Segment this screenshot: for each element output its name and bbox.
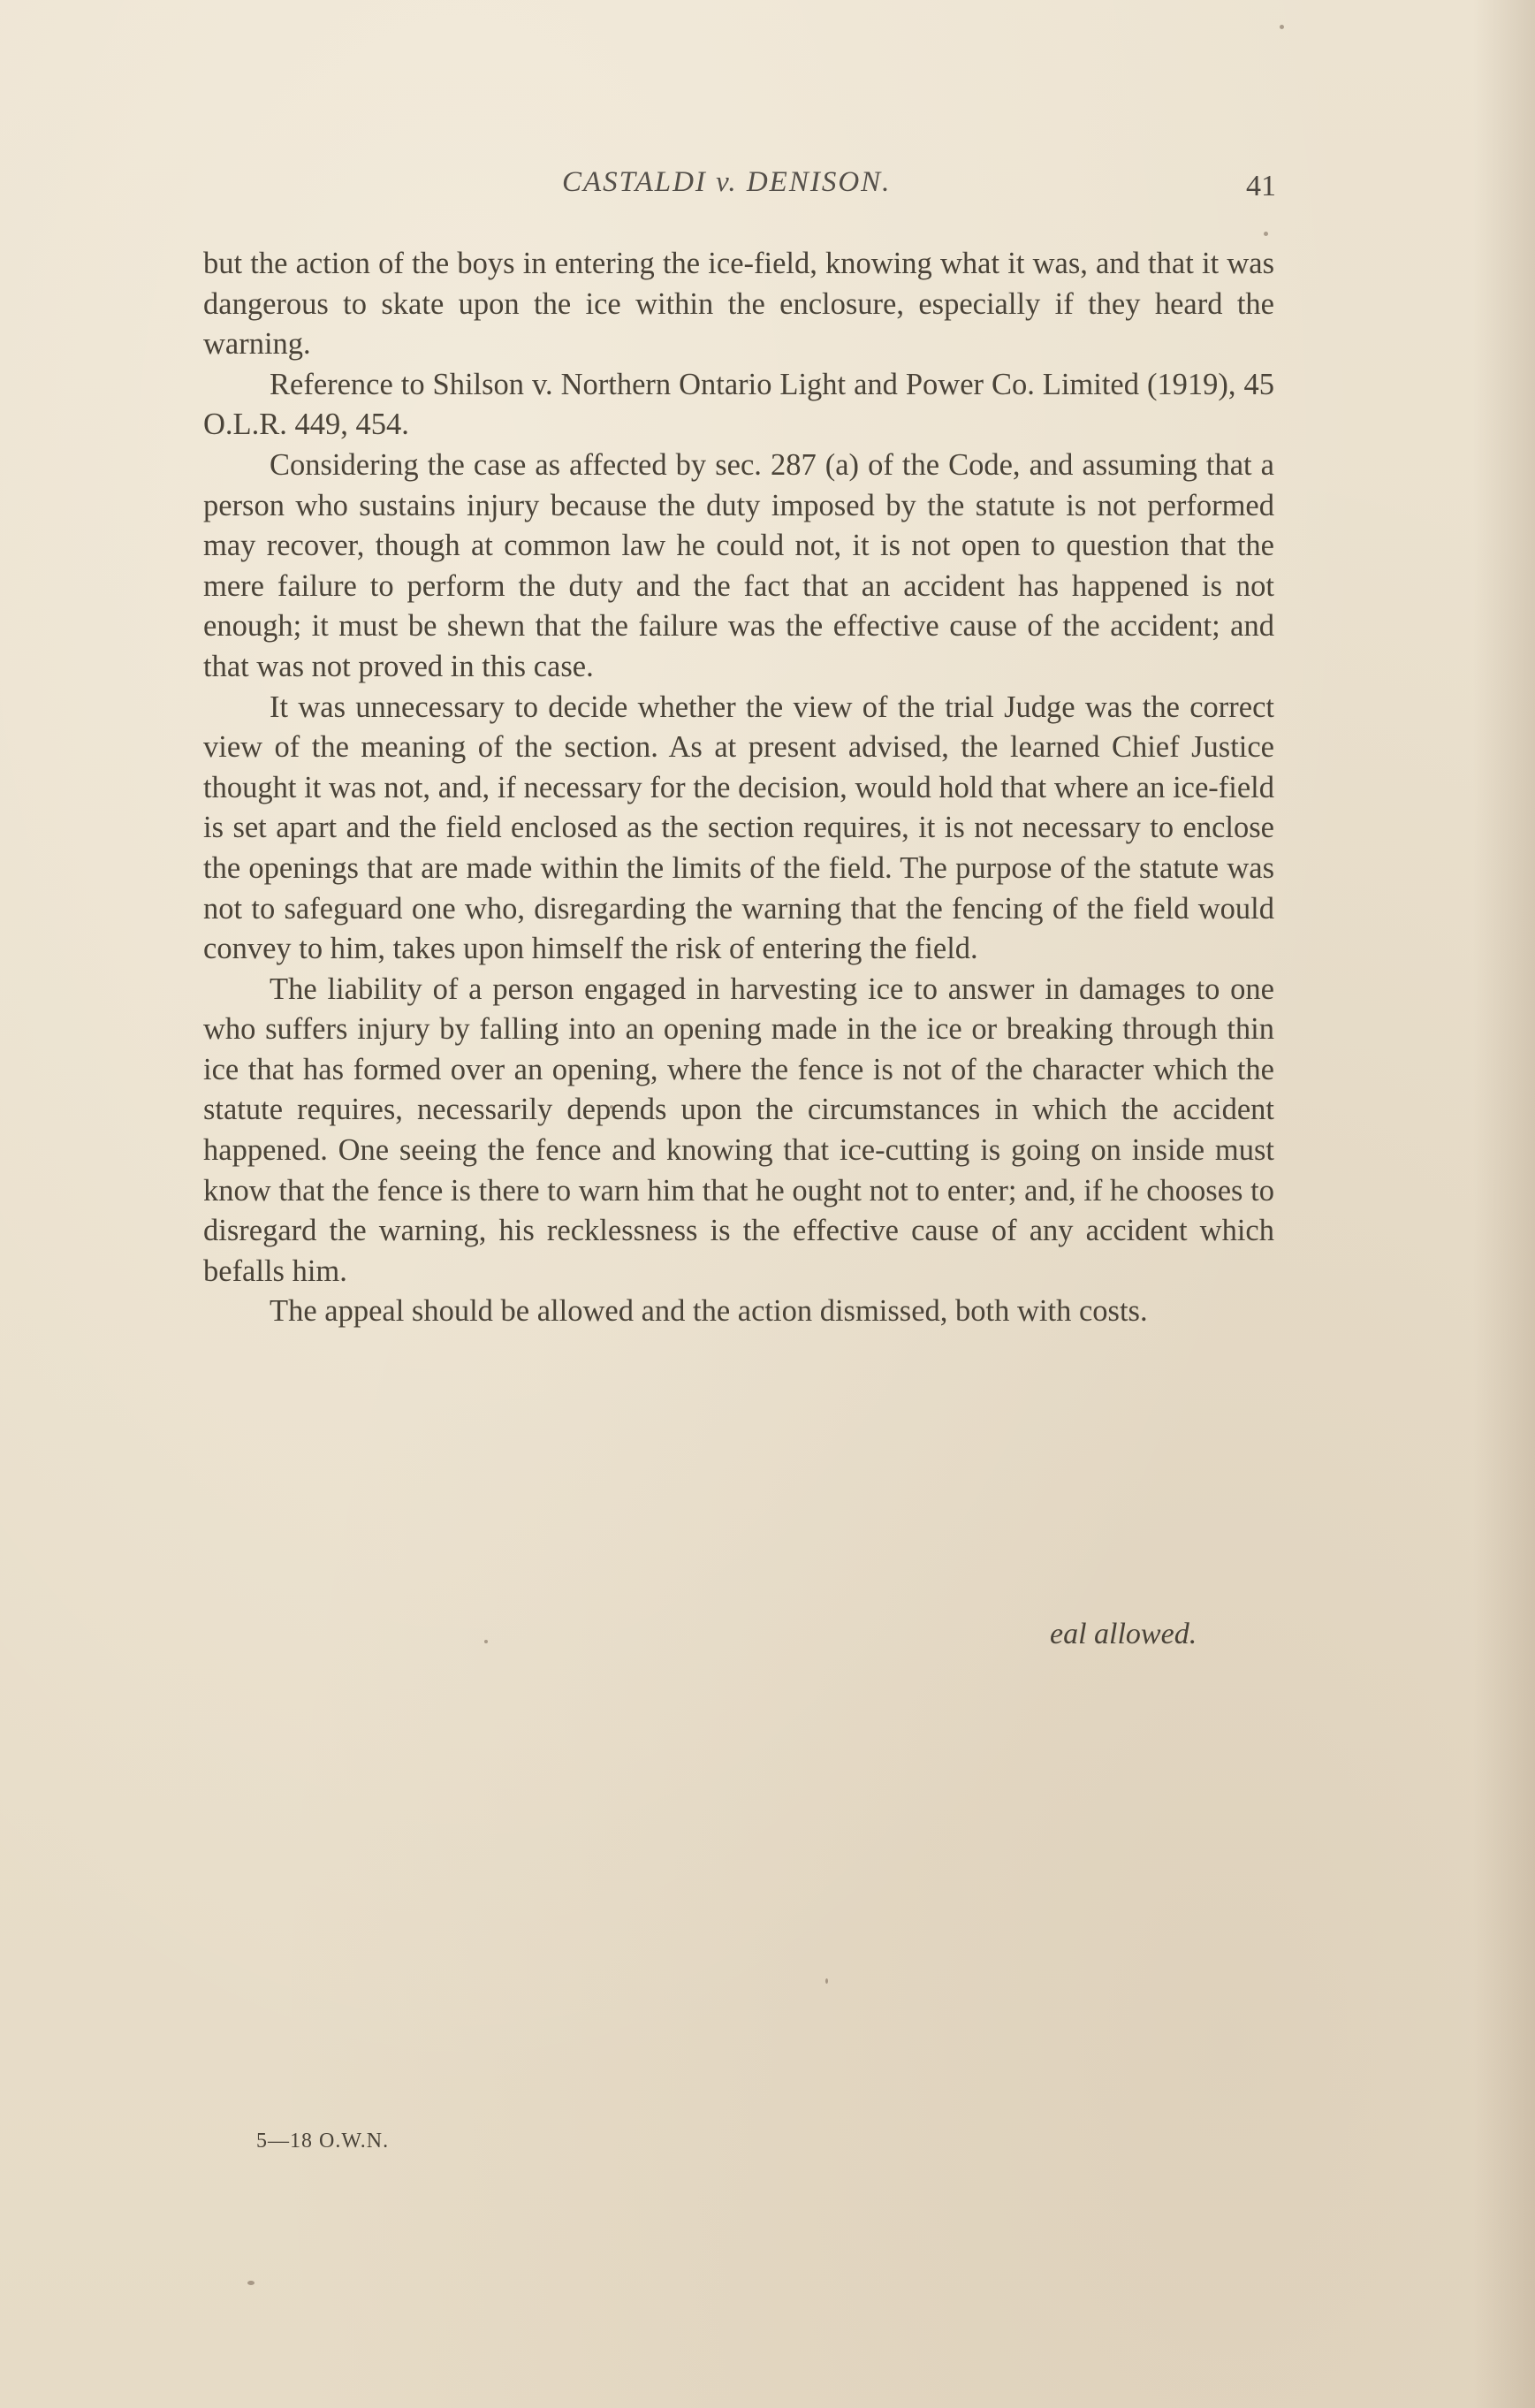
closing-line: eal allowed. [1050,1618,1197,1650]
paper-speck [610,1105,613,1109]
paper-speck [247,2281,255,2285]
paragraph-statute: Considering the case as affected by sec. 287 (a) of the Code, and assuming that a person who sustains injury because the duty imposed by the statute is not performed may recover, though at common law he could not, it is not open to question that the mere failure to perform the duty and the fact that an accident has happened is not enough; it must be shewn that the failure was the effective cause of the accident; and that was not proved in this case. [203,447,1274,683]
paper-speck [825,1978,828,1984]
paper-speck [1280,25,1284,29]
paragraph-reference: Reference to Shilson v. Northern Ontario Light and Power Co. Limited (1919), 45 O.L.R. 449, 454. [203,367,1274,442]
paragraph-continuation: but the action of the boys in entering the ice-field, knowing what it was, and that it was dangerous to skate upon the ice within the enclosure, especially if they heard the warning. [203,247,1274,362]
paper-speck [1264,232,1268,236]
printer-signature: 5—18 O.W.N. [256,2130,390,2153]
paper-speck [484,1640,488,1643]
running-title: CASTALDI v. DENISON. [562,166,892,198]
page-number: 41 [1246,170,1276,202]
paragraph-liability: The liability of a person engaged in harvesting ice to answer in damages to one who suffers injury by falling into an opening made in the ice or breaking through thin ice that has formed over an opening, where the fence is not of the character which the statute requires, necessarily depends upon the circumstances in which the accident happened. One seeing the fence and knowing that ice-cutting is going on inside must know that the fence is there to warn him that he ought not to enter; and, if he chooses to disregard the warning, his recklessness is the effective cause of any accident which befalls him. [203,972,1274,1288]
paragraph-disposition: The appeal should be allowed and the action dismissed, both with costs. [270,1294,1148,1329]
paragraph-trial-judge: It was unnecessary to decide whether the view of the trial Judge was the correct view of the meaning of the section. As at present advised, the learned Chief Justice thought it was not, and, if necessary for the decision, would hold that where an ice-field is set apart and the field enclosed as the section requires, it is not necessary to enclose the openings that are made within the limits of the field. The purpose of the statute was not to safeguard one who, disregarding the warning that the fencing of the field would convey to him, takes upon himself the risk of entering the field. [203,690,1274,966]
body-text [203,244,1274,1332]
